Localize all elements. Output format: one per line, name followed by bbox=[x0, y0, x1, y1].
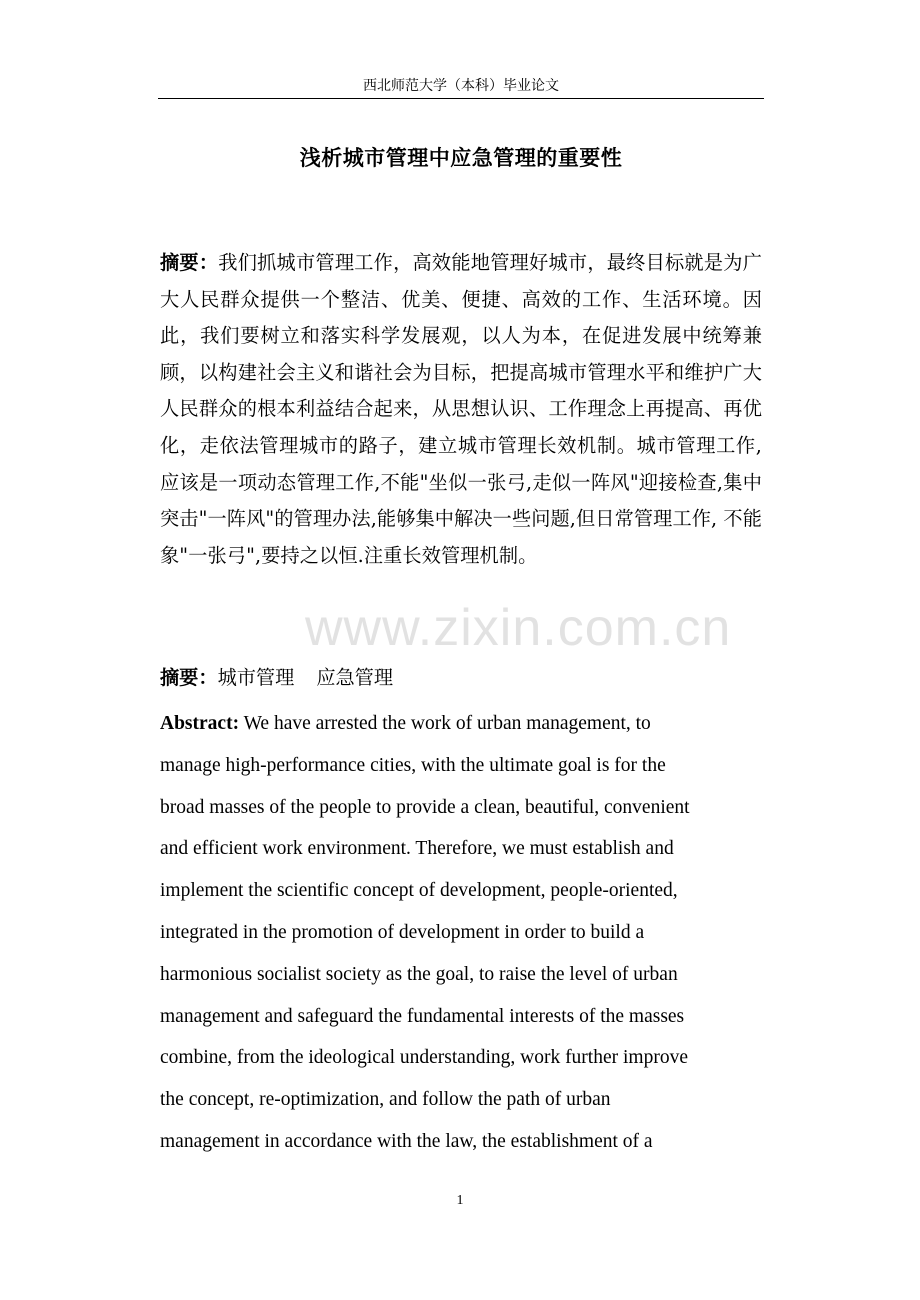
abstract-en-line: broad masses of the people to provide a clean, beautiful, convenient bbox=[160, 796, 690, 818]
abstract-en-line: management in accordance with the law, the establishment of a bbox=[160, 1130, 653, 1152]
watermark: www.zixin.com.cn bbox=[305, 599, 732, 657]
abstract-cn-text: 我们抓城市管理工作，高效能地管理好城市，最终目标就是为广大人民群众提供一个整洁、优美、便捷、高效的工作、生活环境。因此，我们要树立和落实科学发展观，以人为本，在促进发展中统筹兼顾，以构建社会主义和谐社会为目标，把提高城市管理水平和维护广大人民群众的根本利益结合起来，从思想认识、工作理念上再提高、再优化，走依法管理城市的路子，建立城市管理长效机制。城市管理工作,应该是一项动态管理工作,不能"坐似一张弓,走似一阵风"迎接检查,集中突击"一阵风"的管理办法,能够集中解决一些问题,但日常管理工作, 不能象"一张弓",要持之以恒.注重长效管理机制。 bbox=[160, 251, 762, 567]
abstract-en-label: Abstract: bbox=[160, 713, 240, 734]
keywords-cn-label: 摘要： bbox=[160, 666, 218, 689]
abstract-en-line-text: We have arrested the work of urban management, to bbox=[239, 713, 651, 734]
abstract-en-line: manage high-performance cities, with the ultimate goal is for the bbox=[160, 754, 666, 776]
abstract-en-line: the concept, re-optimization, and follow the path of urban bbox=[160, 1089, 611, 1111]
abstract-en bbox=[160, 703, 760, 1163]
abstract-en-line bbox=[160, 703, 760, 745]
keyword-item: 城市管理 bbox=[217, 666, 295, 689]
header-divider bbox=[158, 98, 764, 99]
abstract-en-line: implement the scientific concept of development, people-oriented, bbox=[160, 880, 678, 902]
document-title: 浅析城市管理中应急管理的重要性 bbox=[299, 145, 623, 170]
keyword-item: 应急管理 bbox=[316, 666, 394, 689]
abstract-cn bbox=[160, 245, 762, 574]
running-header: 西北师范大学（本科）毕业论文 bbox=[363, 78, 559, 94]
keywords-cn bbox=[160, 660, 762, 696]
abstract-en-line: integrated in the promotion of development in order to build a bbox=[160, 921, 645, 943]
page-number: 1 bbox=[456, 1193, 464, 1208]
abstract-en-line: harmonious socialist society as the goal, to raise the level of urban bbox=[160, 963, 678, 985]
abstract-en-line: management and safeguard the fundamental interests of the masses bbox=[160, 1005, 685, 1027]
abstract-cn-label: 摘要： bbox=[160, 251, 219, 274]
abstract-en-line: and efficient work environment. Therefore, we must establish and bbox=[160, 838, 674, 860]
abstract-en-line: combine, from the ideological understanding, work further improve bbox=[160, 1047, 688, 1069]
